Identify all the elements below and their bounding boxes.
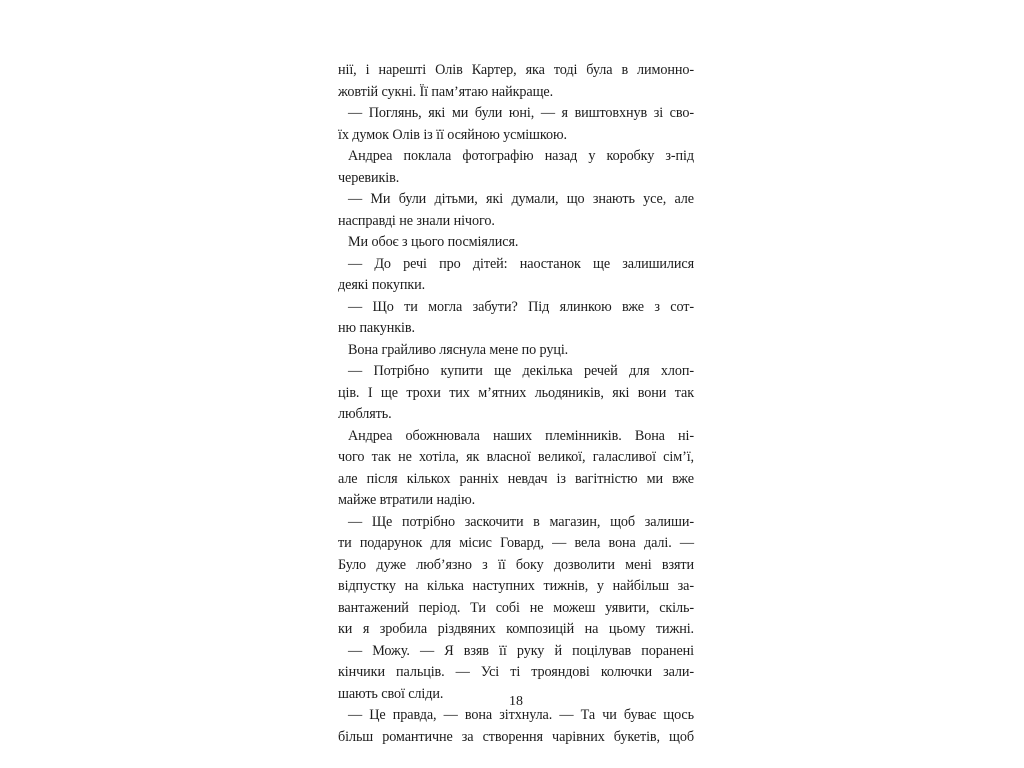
text-line: насправді не знали нічого.	[338, 212, 495, 229]
text-line: ців. І ще трохи тих м’ятних льодяників, які вони так	[338, 384, 694, 401]
text-line: Вона грайливо ляснула мене по руці.	[348, 341, 569, 358]
book-page-text	[338, 60, 694, 748]
text-line: майже втратили надію.	[338, 492, 476, 508]
text-line: — Це правда, — вона зітхнула. — Та чи буває щось	[348, 707, 694, 723]
text-line: відпустку на кілька наступних тижнів, у найбільш за-	[338, 578, 694, 594]
text-line: жовтій сукні. Її пам’ятаю найкраще.	[338, 83, 554, 100]
text-line: Андреа поклала фотографію назад у коробку з-під	[348, 148, 694, 164]
text-line: люблять.	[338, 406, 392, 422]
text-line: але після кількох ранніх невдач із вагітністю ми вже	[338, 470, 694, 487]
text-line: — Ми були дітьми, які думали, що знають усе, але	[348, 191, 694, 207]
text-line: ти подарунок для місис Говард, — вела вона далі. —	[338, 535, 694, 551]
text-line: — Що ти могла забути? Під ялинкою вже з сот-	[348, 298, 694, 315]
text-line: — Можу. — Я взяв її руку й поцілував поранені	[348, 642, 694, 659]
text-line: — Поглянь, які ми були юні, — я виштовхнув зі сво-	[348, 105, 694, 121]
text-line: Було дуже люб’язно з її боку дозволити мені взяти	[338, 556, 694, 573]
text-line: — До речі про дітей: наостанок ще залишилися	[348, 255, 694, 272]
text-line: вантажений період. Ти собі не можеш уявити, скіль-	[338, 599, 694, 616]
text-line: ки я зробила різдвяних композицій на цьому тижні.	[338, 621, 694, 637]
text-line: чого так не хотіла, як власної великої, галасливої сім’ї,	[338, 449, 694, 465]
text-line: — Ще потрібно заскочити в магазин, щоб залиши-	[348, 513, 694, 530]
text-line: деякі покупки.	[338, 277, 426, 293]
text-line: черевиків.	[338, 169, 400, 186]
text-line: більш романтичне за створення чарівних букетів, щоб	[338, 728, 694, 745]
text-line: — Потрібно купити ще декілька речей для хлоп-	[348, 363, 694, 379]
text-line: шають свої сліди.	[338, 685, 444, 702]
text-line: кінчики пальців. — Усі ті трояндові колючки зали-	[338, 664, 694, 680]
text-line: нії, і нарешті Олів Картер, яка тоді була в лимонно-	[338, 62, 694, 78]
text-line: Ми обоє з цього посміялися.	[348, 234, 519, 250]
text-line: їх думок Олів із її осяйною усмішкою.	[338, 126, 567, 143]
page-number: 18	[509, 694, 523, 709]
text-line: ню пакунків.	[338, 320, 415, 336]
text-line: Андреа обожнювала наших племінників. Вона ні-	[348, 427, 694, 444]
